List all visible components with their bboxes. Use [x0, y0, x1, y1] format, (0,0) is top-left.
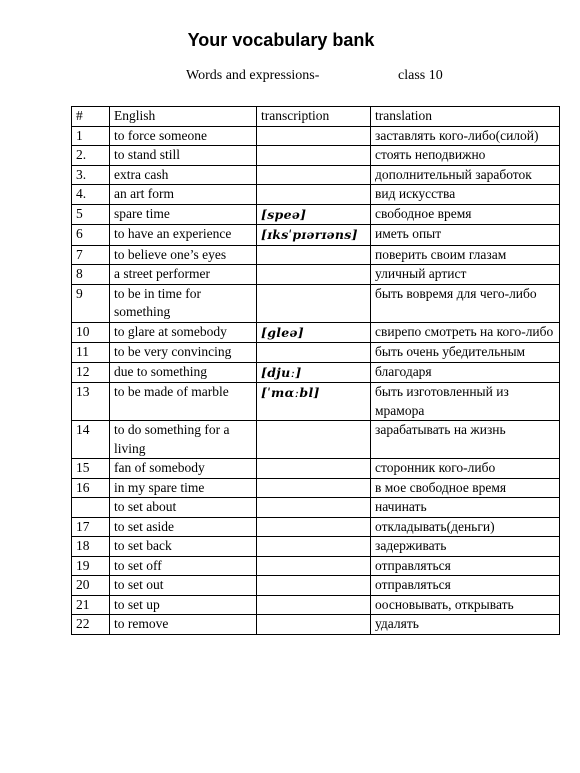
table-row [72, 478, 560, 498]
transcription-text: [speə] [261, 206, 307, 222]
translation-cell: дополнительный заработок [371, 165, 560, 185]
english-cell: extra cash [110, 165, 257, 185]
transcription-cell [257, 576, 371, 596]
table-row [72, 185, 560, 205]
transcription-cell [257, 146, 371, 166]
transcription-cell [257, 245, 371, 265]
page-title: Your vocabulary bank [187, 30, 375, 50]
vocabulary-table-body [72, 126, 560, 634]
transcription-cell [257, 322, 371, 343]
row-number [72, 498, 110, 518]
english-cell: to be in time for something [110, 284, 257, 322]
row-number: 1 [72, 126, 110, 146]
transcription-text: [ˈmɑːbl] [261, 385, 320, 400]
row-number: 21 [72, 595, 110, 615]
english-cell: to do something for a living [110, 421, 257, 459]
transcription-cell [257, 362, 371, 383]
subtitle-words: Words and expressions- [186, 68, 320, 83]
english-cell: to remove [110, 615, 257, 635]
transcription-cell [257, 459, 371, 479]
transcription-cell [257, 343, 371, 363]
row-number: 18 [72, 537, 110, 557]
english-cell: to glare at somebody [110, 322, 257, 343]
translation-cell: быть вовремя для чего-либо [371, 284, 560, 322]
table-row [72, 225, 560, 246]
table-row [72, 322, 560, 343]
table-row [72, 517, 560, 537]
translation-cell: иметь опыт [371, 225, 560, 246]
english-cell: in my spare time [110, 478, 257, 498]
row-number: 12 [72, 362, 110, 383]
transcription-cell [257, 537, 371, 557]
translation-cell: поверить своим глазам [371, 245, 560, 265]
row-number: 9 [72, 284, 110, 322]
transcription-text: [gleə] [261, 324, 305, 340]
row-number: 7 [72, 245, 110, 265]
translation-cell: удалять [371, 615, 560, 635]
translation-cell: зарабатывать на жизнь [371, 421, 560, 459]
transcription-cell [257, 204, 371, 225]
column-header-transcription: transcription [257, 107, 371, 127]
english-cell: to be very convincing [110, 343, 257, 363]
table-row [72, 245, 560, 265]
english-cell: to set off [110, 556, 257, 576]
transcription-cell [257, 383, 371, 421]
english-cell: to set back [110, 537, 257, 557]
transcription-cell [257, 126, 371, 146]
table-row [72, 421, 560, 459]
vocabulary-table [71, 106, 560, 635]
table-row [72, 146, 560, 166]
row-number: 11 [72, 343, 110, 363]
english-cell: due to something [110, 362, 257, 383]
table-row [72, 615, 560, 635]
row-number: 22 [72, 615, 110, 635]
transcription-cell [257, 284, 371, 322]
table-row [72, 576, 560, 596]
table-row [72, 126, 560, 146]
row-number: 19 [72, 556, 110, 576]
table-row [72, 343, 560, 363]
transcription-cell [257, 185, 371, 205]
transcription-cell [257, 225, 371, 246]
transcription-cell [257, 615, 371, 635]
translation-cell: уличный артист [371, 265, 560, 285]
translation-cell: стоять неподвижно [371, 146, 560, 166]
subtitle-class: class 10 [398, 68, 443, 83]
english-cell: to stand still [110, 146, 257, 166]
transcription-text: [djuː] [261, 364, 302, 380]
row-number: 8 [72, 265, 110, 285]
row-number: 20 [72, 576, 110, 596]
english-cell: an art form [110, 185, 257, 205]
translation-cell: благодаря [371, 362, 560, 383]
table-row [72, 204, 560, 225]
translation-cell: свободное время [371, 204, 560, 225]
row-number: 13 [72, 383, 110, 421]
row-number: 3. [72, 165, 110, 185]
english-cell: to have an experience [110, 225, 257, 246]
transcription-cell [257, 165, 371, 185]
transcription-text: [ɪksˈpɪərɪəns] [261, 227, 358, 242]
row-number: 4. [72, 185, 110, 205]
row-number: 17 [72, 517, 110, 537]
english-cell: to force someone [110, 126, 257, 146]
column-header-english: English [110, 107, 257, 127]
transcription-cell [257, 517, 371, 537]
english-cell: to be made of marble [110, 383, 257, 421]
translation-cell: быть изготовленный из мрамора [371, 383, 560, 421]
column-header-number: # [72, 107, 110, 127]
transcription-cell [257, 265, 371, 285]
translation-cell: начинать [371, 498, 560, 518]
row-number: 16 [72, 478, 110, 498]
transcription-cell [257, 421, 371, 459]
english-cell: to set out [110, 576, 257, 596]
table-row [72, 459, 560, 479]
translation-cell: быть очень убедительным [371, 343, 560, 363]
table-row [72, 383, 560, 421]
translation-cell: вид искусства [371, 185, 560, 205]
transcription-cell [257, 556, 371, 576]
row-number: 15 [72, 459, 110, 479]
table-row [72, 537, 560, 557]
english-cell: to set up [110, 595, 257, 615]
english-cell: spare time [110, 204, 257, 225]
transcription-cell [257, 498, 371, 518]
table-row [72, 265, 560, 285]
row-number: 6 [72, 225, 110, 246]
english-cell: to believe one’s eyes [110, 245, 257, 265]
english-cell: a street performer [110, 265, 257, 285]
translation-cell: свирепо смотреть на кого-либо [371, 322, 560, 343]
table-header-row [72, 107, 560, 127]
translation-cell: в мое свободное время [371, 478, 560, 498]
table-row [72, 498, 560, 518]
transcription-cell [257, 478, 371, 498]
english-cell: fan of somebody [110, 459, 257, 479]
table-row [72, 362, 560, 383]
row-number: 10 [72, 322, 110, 343]
table-row [72, 556, 560, 576]
table-row [72, 284, 560, 322]
column-header-translation: translation [371, 107, 560, 127]
transcription-cell [257, 595, 371, 615]
table-row [72, 595, 560, 615]
row-number: 14 [72, 421, 110, 459]
translation-cell: заставлять кого-либо(силой) [371, 126, 560, 146]
row-number: 5 [72, 204, 110, 225]
english-cell: to set about [110, 498, 257, 518]
translation-cell: задерживать [371, 537, 560, 557]
translation-cell: откладывать(деньги) [371, 517, 560, 537]
translation-cell: отправляться [371, 556, 560, 576]
translation-cell: оосновывать, открывать [371, 595, 560, 615]
english-cell: to set aside [110, 517, 257, 537]
translation-cell: отправляться [371, 576, 560, 596]
table-row [72, 165, 560, 185]
translation-cell: сторонник кого-либо [371, 459, 560, 479]
row-number: 2. [72, 146, 110, 166]
